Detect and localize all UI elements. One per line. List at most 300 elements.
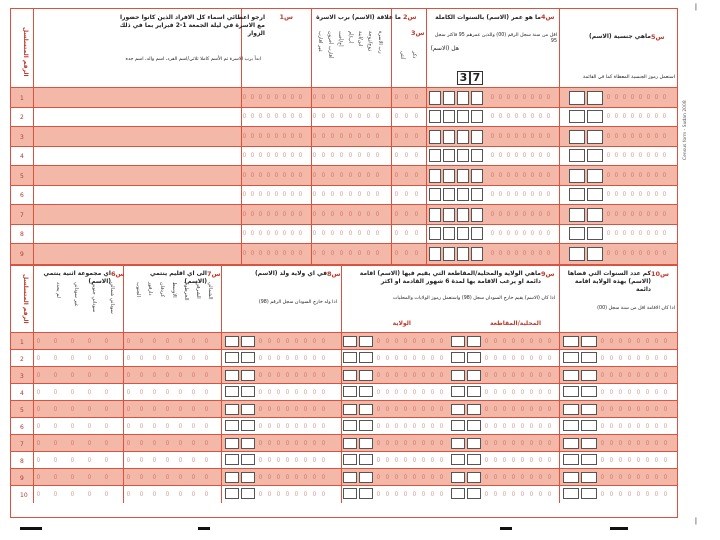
- option-tick[interactable]: ▯: [331, 171, 334, 178]
- option-tick[interactable]: ▯: [523, 152, 526, 159]
- option-tick[interactable]: ▯: [88, 422, 91, 429]
- option-tick[interactable]: ▯: [507, 210, 510, 217]
- option-tick[interactable]: ▯: [322, 132, 325, 139]
- entry-box[interactable]: [359, 336, 373, 347]
- option-tick[interactable]: ▯: [628, 439, 631, 446]
- option-tick[interactable]: ▯: [340, 152, 343, 159]
- option-tick[interactable]: ▯: [647, 210, 650, 217]
- option-tick[interactable]: ▯: [277, 422, 280, 429]
- option-tick[interactable]: ▯: [283, 152, 286, 159]
- entry-box[interactable]: [563, 336, 579, 347]
- option-tick[interactable]: ▯: [313, 456, 316, 463]
- option-tick[interactable]: ▯: [322, 456, 325, 463]
- option-tick[interactable]: ▯: [259, 473, 262, 480]
- option-tick[interactable]: ▯: [615, 191, 618, 198]
- entry-box[interactable]: [359, 386, 373, 397]
- option-tick[interactable]: ▯: [277, 473, 280, 480]
- option-tick[interactable]: ▯: [499, 230, 502, 237]
- option-tick[interactable]: ▯: [610, 354, 613, 361]
- option-tick[interactable]: ▯: [515, 230, 518, 237]
- option-tick[interactable]: ▯: [331, 152, 334, 159]
- option-tick[interactable]: ▯: [539, 191, 542, 198]
- option-tick[interactable]: ▯: [313, 439, 316, 446]
- option-tick[interactable]: ▯: [251, 249, 254, 256]
- option-tick[interactable]: ▯: [153, 490, 156, 497]
- option-tick[interactable]: ▯: [499, 113, 502, 120]
- option-tick[interactable]: ▯: [413, 371, 416, 378]
- option-tick[interactable]: ▯: [422, 456, 425, 463]
- entry-box[interactable]: [563, 386, 579, 397]
- entry-box[interactable]: [343, 420, 357, 431]
- option-tick[interactable]: ▯: [268, 473, 271, 480]
- option-tick[interactable]: ▯: [358, 132, 361, 139]
- option-tick[interactable]: ▯: [655, 439, 658, 446]
- entry-box[interactable]: [429, 227, 441, 241]
- option-tick[interactable]: ▯: [623, 171, 626, 178]
- option-tick[interactable]: ▯: [507, 230, 510, 237]
- option-tick[interactable]: ▯: [637, 473, 640, 480]
- option-tick[interactable]: ▯: [521, 371, 524, 378]
- option-tick[interactable]: ▯: [313, 490, 316, 497]
- option-tick[interactable]: ▯: [386, 354, 389, 361]
- option-tick[interactable]: ▯: [415, 113, 418, 120]
- option-tick[interactable]: ▯: [153, 473, 156, 480]
- option-tick[interactable]: ▯: [655, 113, 658, 120]
- option-tick[interactable]: ▯: [664, 490, 667, 497]
- option-tick[interactable]: ▯: [322, 191, 325, 198]
- option-tick[interactable]: ▯: [283, 132, 286, 139]
- option-tick[interactable]: ▯: [313, 113, 316, 120]
- option-tick[interactable]: ▯: [275, 171, 278, 178]
- option-tick[interactable]: ▯: [512, 439, 515, 446]
- option-tick[interactable]: ▯: [54, 490, 57, 497]
- option-tick[interactable]: ▯: [166, 490, 169, 497]
- entry-box[interactable]: [587, 188, 603, 202]
- entry-box[interactable]: [581, 404, 597, 415]
- option-tick[interactable]: ▯: [494, 490, 497, 497]
- option-tick[interactable]: ▯: [71, 388, 74, 395]
- entry-box[interactable]: [359, 472, 373, 483]
- entry-box[interactable]: [241, 454, 255, 465]
- entry-box[interactable]: [225, 370, 239, 381]
- option-tick[interactable]: ▯: [655, 456, 658, 463]
- option-tick[interactable]: ▯: [377, 371, 380, 378]
- option-tick[interactable]: ▯: [415, 191, 418, 198]
- entry-box[interactable]: [569, 110, 585, 124]
- option-tick[interactable]: ▯: [512, 473, 515, 480]
- option-tick[interactable]: ▯: [607, 171, 610, 178]
- entry-box[interactable]: [569, 169, 585, 183]
- option-tick[interactable]: ▯: [521, 439, 524, 446]
- option-tick[interactable]: ▯: [639, 113, 642, 120]
- option-tick[interactable]: ▯: [166, 371, 169, 378]
- option-tick[interactable]: ▯: [71, 473, 74, 480]
- option-tick[interactable]: ▯: [413, 490, 416, 497]
- option-tick[interactable]: ▯: [331, 210, 334, 217]
- option-tick[interactable]: ▯: [628, 371, 631, 378]
- option-tick[interactable]: ▯: [322, 337, 325, 344]
- option-tick[interactable]: ▯: [547, 171, 550, 178]
- option-tick[interactable]: ▯: [655, 405, 658, 412]
- option-tick[interactable]: ▯: [153, 371, 156, 378]
- option-tick[interactable]: ▯: [610, 388, 613, 395]
- option-tick[interactable]: ▯: [485, 337, 488, 344]
- entry-box[interactable]: [451, 454, 465, 465]
- option-tick[interactable]: ▯: [646, 337, 649, 344]
- entry-box[interactable]: [429, 208, 441, 222]
- option-tick[interactable]: ▯: [88, 354, 91, 361]
- entry-box[interactable]: [343, 386, 357, 397]
- option-tick[interactable]: ▯: [166, 439, 169, 446]
- option-tick[interactable]: ▯: [349, 249, 352, 256]
- option-tick[interactable]: ▯: [507, 171, 510, 178]
- option-tick[interactable]: ▯: [655, 249, 658, 256]
- option-tick[interactable]: ▯: [405, 210, 408, 217]
- option-tick[interactable]: ▯: [663, 171, 666, 178]
- option-tick[interactable]: ▯: [205, 337, 208, 344]
- option-tick[interactable]: ▯: [539, 337, 542, 344]
- entry-box[interactable]: [471, 110, 483, 124]
- option-tick[interactable]: ▯: [283, 230, 286, 237]
- entry-box[interactable]: [451, 352, 465, 363]
- option-tick[interactable]: ▯: [422, 490, 425, 497]
- option-tick[interactable]: ▯: [404, 354, 407, 361]
- option-tick[interactable]: ▯: [485, 422, 488, 429]
- option-tick[interactable]: ▯: [601, 422, 604, 429]
- option-tick[interactable]: ▯: [422, 422, 425, 429]
- option-tick[interactable]: ▯: [601, 439, 604, 446]
- option-tick[interactable]: ▯: [377, 354, 380, 361]
- entry-box[interactable]: [359, 370, 373, 381]
- option-tick[interactable]: ▯: [395, 490, 398, 497]
- entry-box[interactable]: [241, 370, 255, 381]
- option-tick[interactable]: ▯: [349, 171, 352, 178]
- option-tick[interactable]: ▯: [491, 152, 494, 159]
- entry-box[interactable]: [429, 130, 441, 144]
- option-tick[interactable]: ▯: [277, 405, 280, 412]
- entry-box[interactable]: [467, 438, 481, 449]
- option-tick[interactable]: ▯: [105, 354, 108, 361]
- option-tick[interactable]: ▯: [623, 132, 626, 139]
- option-tick[interactable]: ▯: [628, 490, 631, 497]
- option-tick[interactable]: ▯: [530, 354, 533, 361]
- option-tick[interactable]: ▯: [623, 210, 626, 217]
- option-tick[interactable]: ▯: [140, 473, 143, 480]
- option-tick[interactable]: ▯: [646, 354, 649, 361]
- option-tick[interactable]: ▯: [322, 388, 325, 395]
- option-tick[interactable]: ▯: [494, 371, 497, 378]
- option-tick[interactable]: ▯: [619, 473, 622, 480]
- option-tick[interactable]: ▯: [286, 388, 289, 395]
- option-tick[interactable]: ▯: [637, 337, 640, 344]
- option-tick[interactable]: ▯: [664, 354, 667, 361]
- option-tick[interactable]: ▯: [322, 249, 325, 256]
- option-tick[interactable]: ▯: [515, 152, 518, 159]
- option-tick[interactable]: ▯: [503, 354, 506, 361]
- entry-box[interactable]: [581, 352, 597, 363]
- option-tick[interactable]: ▯: [54, 456, 57, 463]
- option-tick[interactable]: ▯: [140, 337, 143, 344]
- option-tick[interactable]: ▯: [71, 337, 74, 344]
- option-tick[interactable]: ▯: [291, 113, 294, 120]
- entry-box[interactable]: [457, 208, 469, 222]
- option-tick[interactable]: ▯: [268, 490, 271, 497]
- option-tick[interactable]: ▯: [431, 473, 434, 480]
- option-tick[interactable]: ▯: [105, 422, 108, 429]
- option-tick[interactable]: ▯: [521, 422, 524, 429]
- option-tick[interactable]: ▯: [304, 490, 307, 497]
- entry-box[interactable]: [359, 352, 373, 363]
- option-tick[interactable]: ▯: [153, 354, 156, 361]
- option-tick[interactable]: ▯: [127, 371, 130, 378]
- option-tick[interactable]: ▯: [286, 456, 289, 463]
- option-tick[interactable]: ▯: [259, 191, 262, 198]
- option-tick[interactable]: ▯: [192, 337, 195, 344]
- option-tick[interactable]: ▯: [395, 191, 398, 198]
- option-tick[interactable]: ▯: [275, 152, 278, 159]
- option-tick[interactable]: ▯: [531, 171, 534, 178]
- option-tick[interactable]: ▯: [646, 405, 649, 412]
- option-tick[interactable]: ▯: [523, 249, 526, 256]
- option-tick[interactable]: ▯: [71, 490, 74, 497]
- option-tick[interactable]: ▯: [340, 249, 343, 256]
- option-tick[interactable]: ▯: [491, 113, 494, 120]
- option-tick[interactable]: ▯: [105, 388, 108, 395]
- option-tick[interactable]: ▯: [243, 171, 246, 178]
- option-tick[interactable]: ▯: [523, 210, 526, 217]
- option-tick[interactable]: ▯: [615, 93, 618, 100]
- option-tick[interactable]: ▯: [179, 490, 182, 497]
- option-tick[interactable]: ▯: [313, 171, 316, 178]
- entry-box[interactable]: [241, 488, 255, 499]
- option-tick[interactable]: ▯: [607, 132, 610, 139]
- option-tick[interactable]: ▯: [503, 371, 506, 378]
- entry-box[interactable]: [443, 188, 455, 202]
- option-tick[interactable]: ▯: [322, 152, 325, 159]
- option-tick[interactable]: ▯: [494, 388, 497, 395]
- option-tick[interactable]: ▯: [259, 405, 262, 412]
- option-tick[interactable]: ▯: [377, 388, 380, 395]
- option-tick[interactable]: ▯: [340, 230, 343, 237]
- option-tick[interactable]: ▯: [267, 93, 270, 100]
- option-tick[interactable]: ▯: [367, 249, 370, 256]
- option-tick[interactable]: ▯: [647, 230, 650, 237]
- option-tick[interactable]: ▯: [491, 230, 494, 237]
- option-tick[interactable]: ▯: [619, 422, 622, 429]
- option-tick[interactable]: ▯: [539, 490, 542, 497]
- option-tick[interactable]: ▯: [259, 132, 262, 139]
- option-tick[interactable]: ▯: [523, 132, 526, 139]
- option-tick[interactable]: ▯: [304, 405, 307, 412]
- option-tick[interactable]: ▯: [277, 456, 280, 463]
- entry-box[interactable]: [569, 247, 585, 261]
- option-tick[interactable]: ▯: [299, 210, 302, 217]
- option-tick[interactable]: ▯: [646, 490, 649, 497]
- option-tick[interactable]: ▯: [515, 171, 518, 178]
- option-tick[interactable]: ▯: [628, 473, 631, 480]
- entry-box[interactable]: [451, 386, 465, 397]
- option-tick[interactable]: ▯: [515, 191, 518, 198]
- option-tick[interactable]: ▯: [639, 152, 642, 159]
- option-tick[interactable]: ▯: [291, 230, 294, 237]
- option-tick[interactable]: ▯: [664, 371, 667, 378]
- option-tick[interactable]: ▯: [628, 405, 631, 412]
- option-tick[interactable]: ▯: [88, 490, 91, 497]
- option-tick[interactable]: ▯: [523, 113, 526, 120]
- option-tick[interactable]: ▯: [37, 473, 40, 480]
- option-tick[interactable]: ▯: [547, 113, 550, 120]
- option-tick[interactable]: ▯: [259, 456, 262, 463]
- entry-box[interactable]: [581, 336, 597, 347]
- option-tick[interactable]: ▯: [367, 191, 370, 198]
- option-tick[interactable]: ▯: [507, 113, 510, 120]
- option-tick[interactable]: ▯: [601, 354, 604, 361]
- entry-box[interactable]: [429, 169, 441, 183]
- option-tick[interactable]: ▯: [523, 93, 526, 100]
- option-tick[interactable]: ▯: [376, 210, 379, 217]
- option-tick[interactable]: ▯: [376, 191, 379, 198]
- option-tick[interactable]: ▯: [499, 152, 502, 159]
- option-tick[interactable]: ▯: [539, 249, 542, 256]
- option-tick[interactable]: ▯: [386, 490, 389, 497]
- option-tick[interactable]: ▯: [431, 490, 434, 497]
- option-tick[interactable]: ▯: [166, 456, 169, 463]
- option-tick[interactable]: ▯: [259, 210, 262, 217]
- option-tick[interactable]: ▯: [619, 405, 622, 412]
- option-tick[interactable]: ▯: [367, 230, 370, 237]
- option-tick[interactable]: ▯: [610, 473, 613, 480]
- option-tick[interactable]: ▯: [601, 337, 604, 344]
- option-tick[interactable]: ▯: [277, 490, 280, 497]
- option-tick[interactable]: ▯: [631, 113, 634, 120]
- option-tick[interactable]: ▯: [663, 113, 666, 120]
- option-tick[interactable]: ▯: [166, 422, 169, 429]
- entry-box[interactable]: [467, 420, 481, 431]
- option-tick[interactable]: ▯: [88, 439, 91, 446]
- option-tick[interactable]: ▯: [647, 191, 650, 198]
- option-tick[interactable]: ▯: [340, 210, 343, 217]
- option-tick[interactable]: ▯: [105, 473, 108, 480]
- entry-box[interactable]: [451, 370, 465, 381]
- entry-box[interactable]: [467, 386, 481, 397]
- option-tick[interactable]: ▯: [405, 152, 408, 159]
- option-tick[interactable]: ▯: [37, 405, 40, 412]
- option-tick[interactable]: ▯: [205, 439, 208, 446]
- entry-box[interactable]: [581, 488, 597, 499]
- option-tick[interactable]: ▯: [413, 337, 416, 344]
- option-tick[interactable]: ▯: [259, 152, 262, 159]
- option-tick[interactable]: ▯: [322, 210, 325, 217]
- option-tick[interactable]: ▯: [639, 171, 642, 178]
- option-tick[interactable]: ▯: [153, 456, 156, 463]
- option-tick[interactable]: ▯: [299, 113, 302, 120]
- entry-box[interactable]: [241, 404, 255, 415]
- entry-box[interactable]: [451, 420, 465, 431]
- option-tick[interactable]: ▯: [286, 422, 289, 429]
- option-tick[interactable]: ▯: [491, 191, 494, 198]
- option-tick[interactable]: ▯: [639, 249, 642, 256]
- option-tick[interactable]: ▯: [664, 405, 667, 412]
- option-tick[interactable]: ▯: [277, 371, 280, 378]
- option-tick[interactable]: ▯: [153, 337, 156, 344]
- option-tick[interactable]: ▯: [386, 388, 389, 395]
- option-tick[interactable]: ▯: [105, 439, 108, 446]
- option-tick[interactable]: ▯: [295, 456, 298, 463]
- option-tick[interactable]: ▯: [647, 171, 650, 178]
- option-tick[interactable]: ▯: [179, 473, 182, 480]
- option-tick[interactable]: ▯: [313, 132, 316, 139]
- option-tick[interactable]: ▯: [127, 354, 130, 361]
- option-tick[interactable]: ▯: [105, 456, 108, 463]
- option-tick[interactable]: ▯: [431, 422, 434, 429]
- option-tick[interactable]: ▯: [179, 422, 182, 429]
- option-tick[interactable]: ▯: [440, 439, 443, 446]
- option-tick[interactable]: ▯: [291, 132, 294, 139]
- option-tick[interactable]: ▯: [515, 132, 518, 139]
- option-tick[interactable]: ▯: [291, 171, 294, 178]
- option-tick[interactable]: ▯: [631, 152, 634, 159]
- entry-box[interactable]: [451, 438, 465, 449]
- option-tick[interactable]: ▯: [601, 490, 604, 497]
- option-tick[interactable]: ▯: [386, 439, 389, 446]
- option-tick[interactable]: ▯: [267, 113, 270, 120]
- option-tick[interactable]: ▯: [283, 93, 286, 100]
- option-tick[interactable]: ▯: [166, 473, 169, 480]
- option-tick[interactable]: ▯: [539, 371, 542, 378]
- option-tick[interactable]: ▯: [395, 113, 398, 120]
- option-tick[interactable]: ▯: [539, 93, 542, 100]
- option-tick[interactable]: ▯: [267, 210, 270, 217]
- option-tick[interactable]: ▯: [664, 473, 667, 480]
- option-tick[interactable]: ▯: [547, 152, 550, 159]
- option-tick[interactable]: ▯: [259, 337, 262, 344]
- option-tick[interactable]: ▯: [367, 132, 370, 139]
- option-tick[interactable]: ▯: [521, 354, 524, 361]
- entry-box[interactable]: [457, 130, 469, 144]
- option-tick[interactable]: ▯: [88, 456, 91, 463]
- option-tick[interactable]: ▯: [631, 191, 634, 198]
- option-tick[interactable]: ▯: [415, 132, 418, 139]
- option-tick[interactable]: ▯: [663, 93, 666, 100]
- option-tick[interactable]: ▯: [275, 132, 278, 139]
- option-tick[interactable]: ▯: [531, 210, 534, 217]
- option-tick[interactable]: ▯: [607, 210, 610, 217]
- option-tick[interactable]: ▯: [291, 152, 294, 159]
- option-tick[interactable]: ▯: [631, 210, 634, 217]
- option-tick[interactable]: ▯: [140, 405, 143, 412]
- option-tick[interactable]: ▯: [349, 230, 352, 237]
- entry-box[interactable]: [467, 370, 481, 381]
- entry-box[interactable]: [467, 336, 481, 347]
- option-tick[interactable]: ▯: [530, 405, 533, 412]
- option-tick[interactable]: ▯: [655, 422, 658, 429]
- option-tick[interactable]: ▯: [422, 354, 425, 361]
- option-tick[interactable]: ▯: [655, 371, 658, 378]
- option-tick[interactable]: ▯: [251, 113, 254, 120]
- option-tick[interactable]: ▯: [507, 93, 510, 100]
- option-tick[interactable]: ▯: [431, 354, 434, 361]
- option-tick[interactable]: ▯: [367, 210, 370, 217]
- option-tick[interactable]: ▯: [295, 439, 298, 446]
- option-tick[interactable]: ▯: [494, 354, 497, 361]
- option-tick[interactable]: ▯: [413, 439, 416, 446]
- option-tick[interactable]: ▯: [531, 191, 534, 198]
- option-tick[interactable]: ▯: [404, 371, 407, 378]
- entry-box[interactable]: [587, 91, 603, 105]
- entry-box[interactable]: [587, 130, 603, 144]
- option-tick[interactable]: ▯: [539, 171, 542, 178]
- option-tick[interactable]: ▯: [386, 456, 389, 463]
